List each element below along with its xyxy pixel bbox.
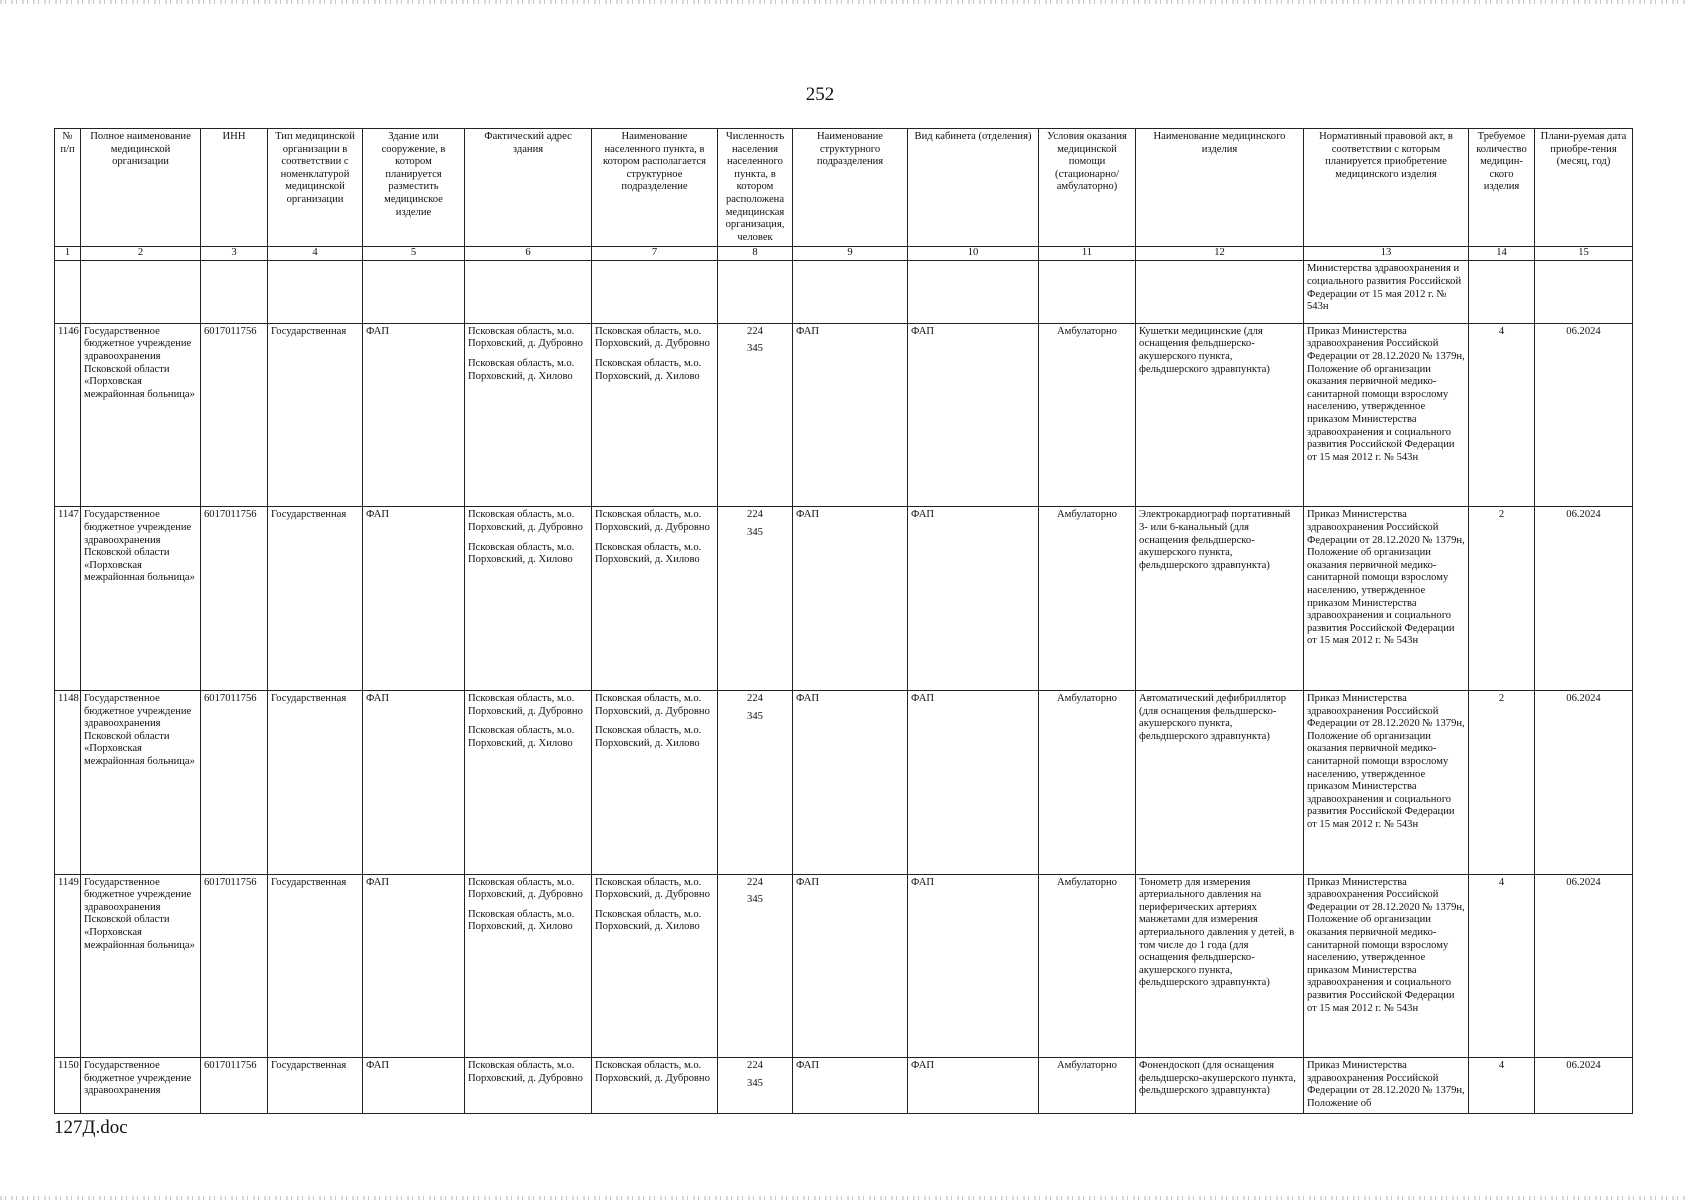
column-number-1: 1: [55, 247, 81, 261]
column-header-4: Тип медицинской организации в соответствии с номенклатурой медицинской организации: [268, 129, 363, 247]
column-header-12: Наименование медицинского изделия: [1136, 129, 1304, 247]
locality: [592, 1058, 718, 1114]
column-header-7: Наименование населенного пункта, в котором располагается структурное подразделение: [592, 129, 718, 247]
population-value: 345: [747, 710, 763, 722]
organization-name: Государственное бюджетное учреждение здравоохранения Псковской области «Порховская межрайонная больница»: [81, 874, 201, 1058]
inn: 6017011756: [201, 1058, 268, 1114]
population: [718, 691, 793, 875]
address-line: Псковская область, м.о. Порховский, д. Дубровно: [468, 876, 583, 901]
row-number: 1148: [55, 691, 81, 875]
legal-act: Приказ Министерства здравоохранения Российской Федерации от 28.12.2020 № 1379н, Положение об организации оказания первичной медико-санитарной помощи взрослому населению, утвержденное приказом Министерства здравоохранения и социального развития Российской Федерации от 15 мая 2012 г. № 543н: [1304, 874, 1469, 1058]
actual-address: [465, 323, 592, 507]
row-number: 1147: [55, 507, 81, 691]
medical-equipment-table: [54, 128, 1633, 1114]
building: ФАП: [363, 507, 465, 691]
column-number-14: 14: [1469, 247, 1535, 261]
row-number: 1149: [55, 874, 81, 1058]
building: ФАП: [363, 1058, 465, 1114]
locality: [592, 507, 718, 691]
medical-device: Электрокардиограф портативный 3- или 6-канальный (для оснащения фельдшерско-акушерского пункта, фельдшерского здравпункта): [1136, 507, 1304, 691]
population-value: 224: [747, 1060, 763, 1072]
column-number-13: 13: [1304, 247, 1469, 261]
medical-device: Автоматический дефибриллятор (для оснащения фельдшерско-акушерского пункта, фельдшерского здравпункта): [1136, 691, 1304, 875]
legal-act: Приказ Министерства здравоохранения Российской Федерации от 28.12.2020 № 1379н, Положение об: [1304, 1058, 1469, 1114]
column-header-14: Требуемое количество медицин-ского изделия: [1469, 129, 1535, 247]
organization-name: Государственное бюджетное учреждение здравоохранения Псковской области «Порховская межрайонная больница»: [81, 691, 201, 875]
scan-edge-bottom: [0, 1196, 1686, 1200]
address-line: Псковская область, м.о. Порховский, д. Дубровно: [468, 693, 583, 717]
column-header-5: Здание или сооружение, в котором планируется разместить медицинское изделие: [363, 129, 465, 247]
organization-type: Государственная: [268, 507, 363, 691]
structural-unit: ФАП: [793, 874, 908, 1058]
legal-act: Приказ Министерства здравоохранения Российской Федерации от 28.12.2020 № 1379н, Положение об организации оказания первичной медико-санитарной помощи взрослому населению, утвержденное приказом Министерства здравоохранения и социального развития Российской Федерации от 15 мая 2012 г. № 543н: [1304, 323, 1469, 507]
column-header-2: Полное наименование медицинской организации: [81, 129, 201, 247]
required-quantity: 4: [1469, 1058, 1535, 1114]
planned-date: 06.2024: [1535, 874, 1633, 1058]
actual-address: [465, 874, 592, 1058]
actual-address: [465, 1058, 592, 1114]
column-number-row: [55, 247, 1633, 261]
column-header-13: Нормативный правовой акт, в соответствии с которым планируется приобретение медицинского изделия: [1304, 129, 1469, 247]
population-value: 224: [747, 693, 763, 704]
population-value: 345: [747, 527, 763, 539]
cabinet-type: ФАП: [908, 1058, 1039, 1114]
continuation-row: [55, 261, 1633, 324]
care-conditions: Амбулаторно: [1039, 323, 1136, 507]
address-line: Псковская область, м.о. Порховский, д. Дубровно: [468, 509, 583, 534]
column-header-10: Вид кабинета (отделения): [908, 129, 1039, 247]
locality-line: Псковская область, м.о. Порховский, д. Хилово: [595, 358, 702, 382]
structural-unit: ФАП: [793, 507, 908, 691]
scan-edge-top: [0, 0, 1686, 4]
legal-act: Приказ Министерства здравоохранения Российской Федерации от 28.12.2020 № 1379н, Положение об организации оказания первичной медико-санитарной помощи взрослому населению, утвержденное приказом Министерства здравоохранения и социального развития Российской Федерации от 15 мая 2012 г. № 543н: [1304, 507, 1469, 691]
column-number-2: 2: [81, 247, 201, 261]
inn: 6017011756: [201, 691, 268, 875]
locality-line: Псковская область, м.о. Порховский, д. Дубровно: [595, 509, 710, 534]
organization-type: Государственная: [268, 874, 363, 1058]
table-row: [55, 323, 1633, 507]
cabinet-type: ФАП: [908, 323, 1039, 507]
care-conditions: Амбулаторно: [1039, 507, 1136, 691]
population-value: 345: [747, 894, 763, 906]
column-number-3: 3: [201, 247, 268, 261]
population: [718, 1058, 793, 1114]
organization-type: Государственная: [268, 691, 363, 875]
column-header-15: Плани-руемая дата приобре-тения (месяц, год): [1535, 129, 1633, 247]
column-header-8: Численность населения населенного пункта, в котором расположена медицинская организация, человек: [718, 129, 793, 247]
required-quantity: 2: [1469, 507, 1535, 691]
population-value: 224: [747, 325, 763, 337]
column-header-6: Фактический адрес здания: [465, 129, 592, 247]
locality-line: Псковская область, м.о. Порховский, д. Дубровно: [595, 876, 710, 901]
locality-line: Псковская область, м.о. Порховский, д. Дубровно: [595, 1060, 710, 1084]
row-number: 1146: [55, 323, 81, 507]
address-line: Псковская область, м.о. Порховский, д. Дубровно: [468, 325, 583, 350]
column-number-8: 8: [718, 247, 793, 261]
population-value: 345: [747, 1077, 763, 1089]
structural-unit: ФАП: [793, 1058, 908, 1114]
care-conditions: Амбулаторно: [1039, 874, 1136, 1058]
planned-date: 06.2024: [1535, 691, 1633, 875]
column-number-11: 11: [1039, 247, 1136, 261]
actual-address: [465, 507, 592, 691]
population-value: 224: [747, 876, 763, 888]
column-header-11: Условия оказания медицинской помощи (стационарно/ амбулаторно): [1039, 129, 1136, 247]
column-header-3: ИНН: [201, 129, 268, 247]
care-conditions: Амбулаторно: [1039, 1058, 1136, 1114]
organization-type: Государственная: [268, 1058, 363, 1114]
locality-line: Псковская область, м.о. Порховский, д. Хилово: [595, 541, 702, 566]
cabinet-type: ФАП: [908, 507, 1039, 691]
planned-date: 06.2024: [1535, 323, 1633, 507]
locality-line: Псковская область, м.о. Порховский, д. Хилово: [595, 725, 702, 749]
column-number-9: 9: [793, 247, 908, 261]
column-header-9: Наименование структурного подразделения: [793, 129, 908, 247]
locality-line: Псковская область, м.о. Порховский, д. Дубровно: [595, 693, 710, 717]
cabinet-type: ФАП: [908, 874, 1039, 1058]
organization-type: Государственная: [268, 323, 363, 507]
address-line: Псковская область, м.о. Порховский, д. Хилово: [468, 908, 575, 933]
table-row: [55, 507, 1633, 691]
column-number-4: 4: [268, 247, 363, 261]
required-quantity: 4: [1469, 874, 1535, 1058]
column-header-1: № п/п: [55, 129, 81, 247]
column-number-12: 12: [1136, 247, 1304, 261]
cabinet-type: ФАП: [908, 691, 1039, 875]
inn: 6017011756: [201, 874, 268, 1058]
locality-line: Псковская область, м.о. Порховский, д. Хилово: [595, 908, 702, 933]
structural-unit: ФАП: [793, 691, 908, 875]
address-line: Псковская область, м.о. Порховский, д. Хилово: [468, 541, 575, 566]
address-line: Псковская область, м.о. Порховский, д. Хилово: [468, 358, 575, 382]
actual-address: [465, 691, 592, 875]
care-conditions: Амбулаторно: [1039, 691, 1136, 875]
population-value: 345: [747, 343, 763, 355]
table-row: [55, 1058, 1633, 1114]
building: ФАП: [363, 323, 465, 507]
inn: 6017011756: [201, 323, 268, 507]
table-row: [55, 874, 1633, 1058]
medical-device: Тонометр для измерения артериального давления на периферических артериях манжетами для измерения артериального давления у детей, в том числе до 1 года (для оснащения фельдшерско-акушерского пункта, фельдшерского здравпункта): [1136, 874, 1304, 1058]
planned-date: 06.2024: [1535, 1058, 1633, 1114]
population: [718, 874, 793, 1058]
organization-name: Государственное бюджетное учреждение здравоохранения Псковской области «Порховская межрайонная больница»: [81, 323, 201, 507]
structural-unit: ФАП: [793, 323, 908, 507]
table-row: [55, 691, 1633, 875]
legal-act: Приказ Министерства здравоохранения Российской Федерации от 28.12.2020 № 1379н, Положение об организации оказания первичной медико-санитарной помощи взрослому населению, утвержденное приказом Министерства здравоохранения и социального развития Российской Федерации от 15 мая 2012 г. № 543н: [1304, 691, 1469, 875]
page-number: 252: [805, 84, 835, 105]
population-value: 224: [747, 509, 763, 521]
header-row: [55, 129, 1633, 247]
locality: [592, 874, 718, 1058]
organization-name: Государственное бюджетное учреждение здравоохранения: [81, 1058, 201, 1114]
column-number-10: 10: [908, 247, 1039, 261]
column-number-6: 6: [465, 247, 592, 261]
address-line: Псковская область, м.о. Порховский, д. Дубровно: [468, 1060, 583, 1084]
file-name-footer: 127Д.doc: [54, 1117, 128, 1138]
building: ФАП: [363, 874, 465, 1058]
medical-device: Кушетки медицинские (для оснащения фельдшерско-акушерского пункта, фельдшерского здравпункта): [1136, 323, 1304, 507]
required-quantity: 2: [1469, 691, 1535, 875]
column-number-15: 15: [1535, 247, 1633, 261]
population: [718, 323, 793, 507]
required-quantity: 4: [1469, 323, 1535, 507]
population: [718, 507, 793, 691]
address-line: Псковская область, м.о. Порховский, д. Хилово: [468, 725, 575, 749]
continuation-legal-act: Министерства здравоохранения и социального развития Российской Федерации от 15 мая 2012 г. № 543н: [1304, 261, 1469, 324]
column-number-7: 7: [592, 247, 718, 261]
inn: 6017011756: [201, 507, 268, 691]
planned-date: 06.2024: [1535, 507, 1633, 691]
locality-line: Псковская область, м.о. Порховский, д. Дубровно: [595, 325, 710, 350]
locality: [592, 691, 718, 875]
column-number-5: 5: [363, 247, 465, 261]
locality: [592, 323, 718, 507]
building: ФАП: [363, 691, 465, 875]
row-number: 1150: [55, 1058, 81, 1114]
medical-device: Фонендоскоп (для оснащения фельдшерско-акушерского пункта, фельдшерского здравпункта): [1136, 1058, 1304, 1114]
organization-name: Государственное бюджетное учреждение здравоохранения Псковской области «Порховская межрайонная больница»: [81, 507, 201, 691]
